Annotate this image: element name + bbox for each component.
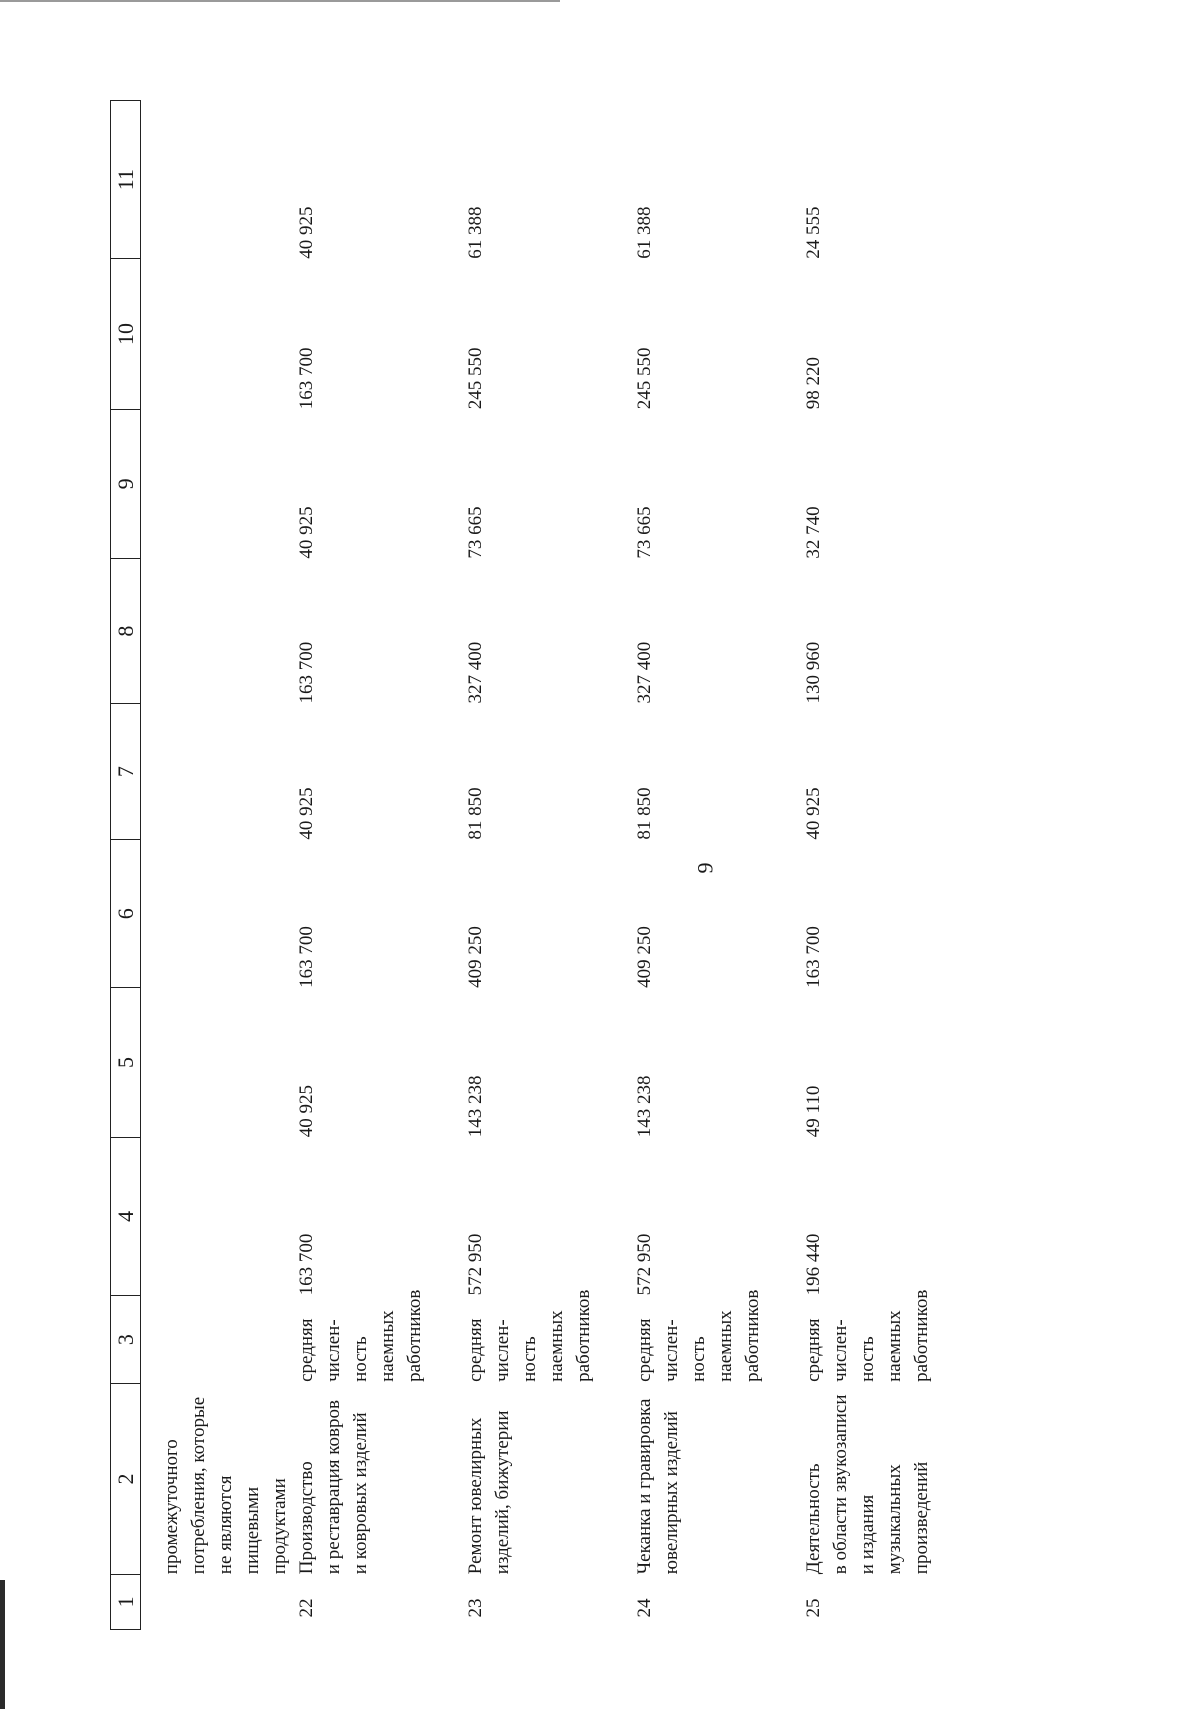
- activity-text: Деятельность в области звукозаписи и издания музыкальных произведений: [803, 1394, 932, 1575]
- value-col-7: 40 925: [296, 787, 317, 840]
- row-number: 23: [465, 1598, 486, 1618]
- scan-artifact-top-line: [0, 0, 560, 2]
- value-col-5: 40 925: [296, 1084, 317, 1138]
- activity-cell: [141, 1384, 294, 1574]
- column-number-10: 10: [111, 259, 141, 409]
- table-row: [800, 101, 980, 1630]
- value-col-11: 24 555: [803, 206, 824, 259]
- value-col-9: 32 740: [803, 506, 824, 559]
- activity-text: промежуточного потребления, которые не являются пищевыми продуктами: [161, 1396, 290, 1575]
- activity-cell: [631, 1384, 800, 1574]
- row-number: 22: [296, 1598, 317, 1618]
- value-col-10: 245 550: [465, 347, 486, 410]
- table-row-continuation: [141, 101, 294, 1630]
- value-col-6: 163 700: [803, 926, 824, 988]
- indicator-text: средняя числен- ность наемных работников: [803, 1289, 932, 1382]
- value-col-6: 409 250: [465, 926, 486, 988]
- value-col-4: 572 950: [465, 1233, 486, 1296]
- row-number-cell: [141, 1574, 294, 1629]
- column-number-row: [111, 101, 141, 1630]
- activity-text: Ремонт ювелирных изделий, бижутерии: [465, 1410, 513, 1575]
- value-col-8: 163 700: [296, 641, 317, 704]
- indicator-text: средняя числен- ность наемных работников: [634, 1289, 763, 1382]
- value-col-4: 196 440: [803, 1233, 824, 1296]
- activity-text: Производство и реставрация ковров и ковровых изделий: [296, 1400, 371, 1575]
- value-col-7: 81 850: [465, 787, 486, 840]
- value-col-4: 163 700: [296, 1233, 317, 1296]
- table-row: [631, 101, 800, 1630]
- tariff-table: [110, 100, 980, 1630]
- value-col-6: 409 250: [634, 926, 655, 988]
- activity-cell: [462, 1384, 631, 1574]
- column-number-7: 7: [111, 704, 141, 840]
- column-number-11: 11: [111, 101, 141, 259]
- scan-artifact-left-edge: [0, 1580, 5, 1709]
- column-number-3: 3: [111, 1295, 141, 1384]
- page-number: 9: [692, 862, 718, 874]
- indicator-text: средняя числен- ность наемных работников: [465, 1289, 594, 1382]
- column-number-6: 6: [111, 840, 141, 988]
- column-number-5: 5: [111, 988, 141, 1137]
- value-col-7: 81 850: [634, 787, 655, 840]
- value-col-11: 61 388: [465, 206, 486, 259]
- value-col-11: 40 925: [296, 206, 317, 259]
- activity-cell: [800, 1384, 980, 1574]
- table-row: [293, 101, 462, 1630]
- value-col-10: 163 700: [296, 347, 317, 410]
- row-number: 24: [634, 1598, 655, 1618]
- value-col-9: 73 665: [465, 506, 486, 559]
- value-col-8: 130 960: [803, 641, 824, 704]
- value-col-10: 245 550: [634, 347, 655, 410]
- value-col-8: 327 400: [634, 641, 655, 704]
- value-col-9: 73 665: [634, 506, 655, 559]
- column-number-9: 9: [111, 409, 141, 558]
- indicator-text: средняя числен- ность наемных работников: [296, 1289, 425, 1382]
- value-col-7: 40 925: [803, 787, 824, 840]
- indicator-cell: [631, 1289, 800, 1384]
- value-col-5: 49 110: [803, 1085, 824, 1138]
- indicator-cell: [800, 1289, 980, 1384]
- indicator-cell: [462, 1289, 631, 1384]
- column-number-1: 1: [111, 1574, 141, 1629]
- column-number-2: 2: [111, 1384, 141, 1574]
- table-row: [462, 101, 631, 1630]
- activity-text: Чеканка и гравировка ювелирных изделий: [634, 1398, 682, 1575]
- indicator-cell: [293, 1289, 462, 1384]
- value-col-5: 143 238: [465, 1075, 486, 1138]
- value-col-6: 163 700: [296, 926, 317, 988]
- column-number-8: 8: [111, 559, 141, 704]
- value-col-4: 572 950: [634, 1233, 655, 1296]
- activity-cell: [293, 1384, 462, 1574]
- value-col-5: 143 238: [634, 1075, 655, 1138]
- rotated-table-container: [110, 100, 1090, 1630]
- column-number-4: 4: [111, 1137, 141, 1295]
- value-col-9: 40 925: [296, 506, 317, 559]
- value-col-11: 61 388: [634, 206, 655, 259]
- row-number: 25: [803, 1598, 824, 1618]
- value-col-8: 327 400: [465, 641, 486, 704]
- value-col-10: 98 220: [803, 356, 824, 410]
